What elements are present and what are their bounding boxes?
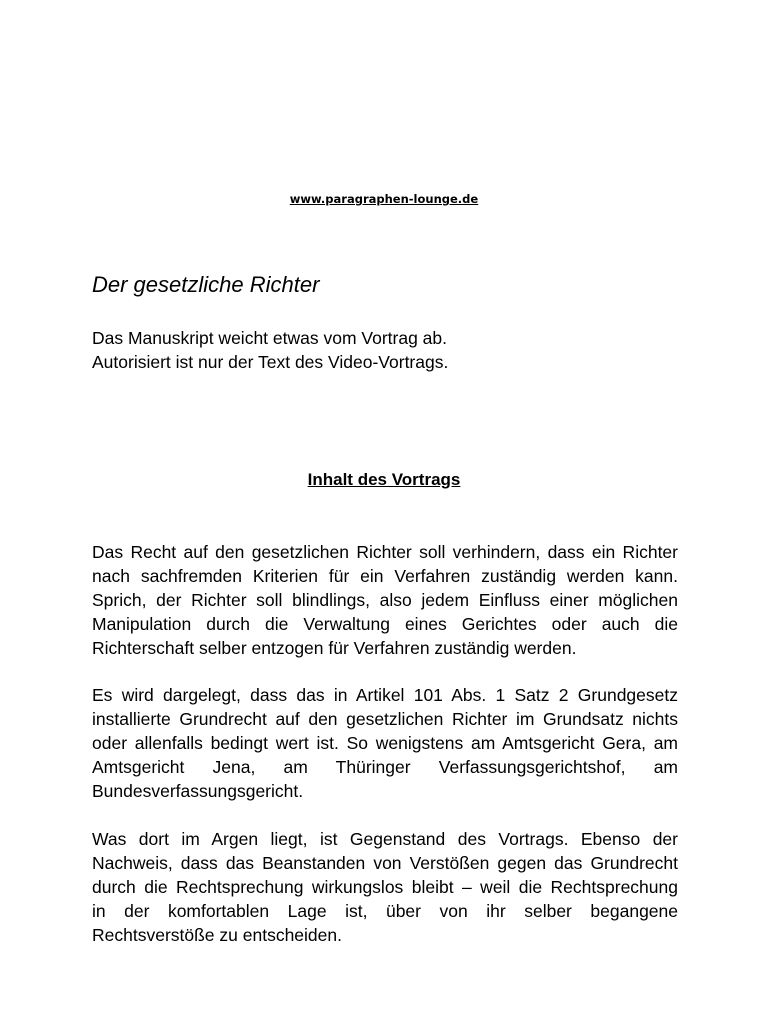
paragraph-1 [92,540,678,660]
paragraph-line: in der komfortablen Lage ist, über von ihr selber begangene [92,901,678,921]
paragraph-line: installierte Grundrecht auf den gesetzlichen Richter im Grundsatz nichts [92,709,678,729]
paragraph-2 [92,683,678,803]
paragraph-line: Sprich, der Richter soll blindlings, also jedem Einfluss einer möglichen [92,590,678,610]
website-link[interactable]: www.paragraphen-lounge.de [289,192,479,206]
paragraph-line: Nachweis, dass das Beanstanden von Verstößen gegen das Grundrecht [92,853,678,873]
paragraph-line: durch die Rechtsprechung wirkungslos bleibt – weil die Rechtsprechung [92,877,678,897]
section-heading: Inhalt des Vortrags [307,470,461,489]
paragraph-3 [92,827,678,947]
document-title: Der gesetzliche Richter [92,272,320,297]
paragraph-line: Bundesverfassungsgericht. [92,781,304,801]
paragraph-line: Rechtsverstöße zu entscheiden. [92,925,342,945]
paragraph-line: Es wird dargelegt, dass das in Artikel 101 Abs. 1 Satz 2 Grundgesetz [92,685,678,705]
paragraph-line: nach sachfremden Kriterien für ein Verfahren zuständig werden kann. [92,566,678,586]
paragraph-line: Das Recht auf den gesetzlichen Richter soll verhindern, dass ein Richter [92,542,678,562]
paragraph-line: Amtsgericht Jena, am Thüringer Verfassungsgerichtshof, am [92,757,678,777]
note-line: Das Manuskript weicht etwas vom Vortrag ab. [92,328,448,348]
paragraph-line: oder allenfalls bedingt wert ist. So wenigstens am Amtsgericht Gera, am [92,733,678,753]
paragraph-line: Manipulation durch die Verwaltung eines Gerichtes oder auch die [92,614,678,634]
manuscript-note [92,326,448,374]
paragraph-line: Was dort im Argen liegt, ist Gegenstand des Vortrags. Ebenso der [92,829,678,849]
note-line: Autorisiert ist nur der Text des Video-Vortrags. [92,352,449,372]
paragraph-line: Richterschaft selber entzogen für Verfahren zuständig werden. [92,638,577,658]
